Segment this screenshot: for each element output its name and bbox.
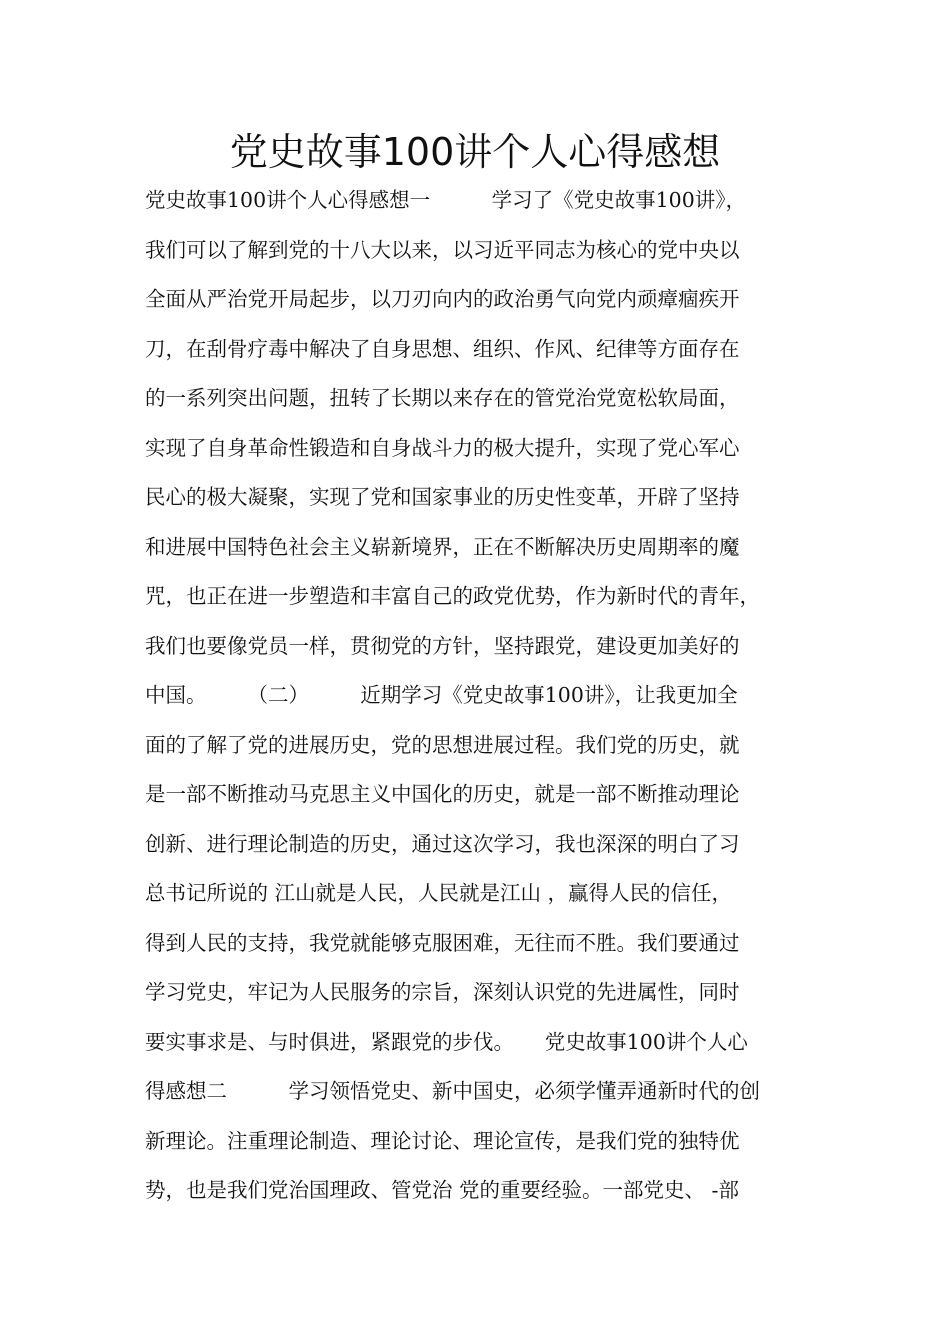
body-line: 得到人民的支持，我党就能够克服困难，无往而不胜。我们要通过	[145, 930, 740, 955]
body-line: 学习党史，牢记为人民服务的宗旨，深刻认识党的先进属性，同时	[145, 980, 740, 1004]
body-line: 全面从严治党开局起步，以刀刃向内的政治勇气向党内顽瘴痼疾开	[145, 287, 740, 311]
body-line: 实现了自身革命性锻造和自身战斗力的极大提升，实现了党心军心	[145, 435, 740, 460]
body-line: 刀，在刮骨疗毒中解决了自身思想、组织、作风、纪律等方面存在	[145, 336, 740, 361]
body-line: 面的了解了党的进展历史，党的思想进展过程。我们党的历史，就	[145, 732, 740, 757]
body-line: 我们可以了解到党的十八大以来，以习近平同志为核心的党中央以	[145, 237, 740, 262]
body-line: 势，也是我们党治国理政、管党治 党的重要经验。一部党史、 -部	[145, 1178, 739, 1202]
body-line: 新理论。注重理论制造、理论讨论、理论宣传，是我们党的独特优	[145, 1128, 740, 1153]
body-line: 是一部不断推动马克思主义中国化的历史，就是一部不断推动理论	[145, 782, 740, 806]
body-line: 和进展中国特色社会主义崭新境界，正在不断解决历史周期率的魔	[145, 534, 740, 559]
document-title: 党史故事100讲个人心得感想	[229, 130, 721, 174]
body-line: 中国。 （二） 近期学习《党史故事100讲》，让我更加全	[145, 683, 738, 707]
body-line: 党史故事100讲个人心得感想一 学习了《党史故事100讲》，	[145, 188, 747, 212]
body-line: 总书记所说的 江山就是人民，人民就是江山 ，赢得人民的信任，	[145, 881, 733, 905]
body-line: 咒，也正在进一步塑造和丰富自己的政党优势，作为新时代的青年，	[145, 584, 760, 608]
body-line: 我们也要像党员一样，贯彻党的方针，坚持跟党，建设更加美好的	[145, 633, 740, 658]
document-body	[145, 176, 825, 1216]
body-line: 民心的极大凝聚，实现了党和国家事业的历史性变革，开辟了坚持	[145, 485, 740, 509]
body-line: 要实事求是、与时俱进，紧跟党的步伐。 党史故事100讲个人心	[145, 1029, 748, 1054]
body-line: 创新、进行理论制造的历史，通过这次学习，我也深深的明白了习	[145, 831, 740, 856]
body-line: 得感想二 学习领悟党史、新中国史，必须学懂弄通新时代的创	[145, 1079, 760, 1103]
body-line: 的一系列突出问题，扭转了长期以来存在的管党治党宽松软局面，	[145, 386, 740, 410]
